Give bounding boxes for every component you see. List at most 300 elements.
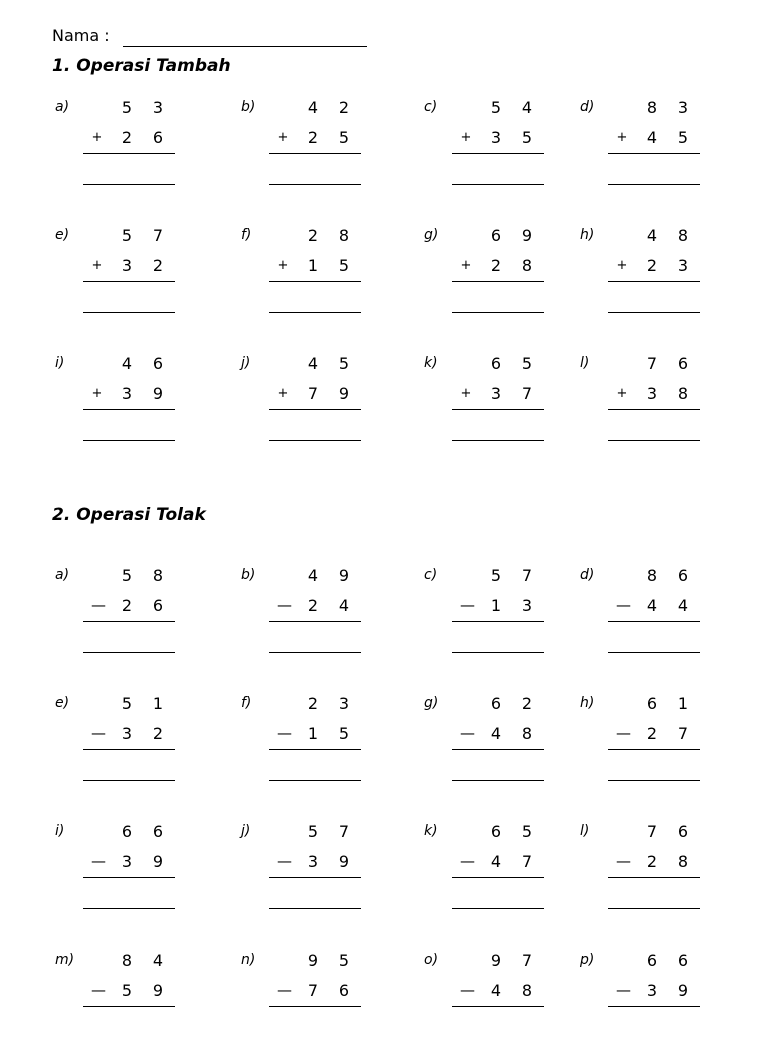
digit: 5 bbox=[121, 566, 133, 585]
answer-line[interactable] bbox=[608, 780, 700, 781]
top-number bbox=[452, 694, 544, 716]
digit: 9 bbox=[338, 852, 350, 871]
digit: 4 bbox=[677, 596, 689, 615]
digit: 3 bbox=[521, 596, 533, 615]
digit: 2 bbox=[646, 852, 658, 871]
sum-line bbox=[452, 281, 544, 282]
digit: 7 bbox=[521, 566, 533, 585]
plus-sign: + bbox=[460, 130, 472, 145]
minus-sign: — bbox=[277, 852, 292, 870]
bottom-number bbox=[269, 256, 361, 278]
problem-item bbox=[55, 952, 185, 1042]
digit: 7 bbox=[677, 724, 689, 743]
top-number bbox=[608, 694, 700, 716]
sum-line bbox=[452, 409, 544, 410]
minus-sign: — bbox=[277, 724, 292, 742]
digit: 8 bbox=[677, 384, 689, 403]
bottom-number bbox=[83, 724, 175, 746]
problem-label: n) bbox=[241, 952, 256, 968]
top-number bbox=[608, 566, 700, 588]
digit: 6 bbox=[338, 981, 350, 1000]
top-number bbox=[83, 951, 175, 973]
problem-label: h) bbox=[580, 227, 595, 243]
sum-line bbox=[608, 877, 700, 878]
top-number bbox=[269, 566, 361, 588]
problem-label: g) bbox=[424, 227, 439, 243]
digit: 1 bbox=[307, 724, 319, 743]
answer-line[interactable] bbox=[608, 440, 700, 441]
top-number bbox=[452, 98, 544, 120]
digit: 5 bbox=[121, 226, 133, 245]
problem-item bbox=[424, 567, 554, 657]
digit: 9 bbox=[152, 981, 164, 1000]
top-number bbox=[83, 566, 175, 588]
plus-sign: + bbox=[460, 258, 472, 273]
top-number bbox=[269, 354, 361, 376]
sum-line bbox=[83, 153, 175, 154]
problem-label: d) bbox=[580, 567, 595, 583]
digit: 4 bbox=[521, 98, 533, 117]
top-number bbox=[608, 354, 700, 376]
problem-label: c) bbox=[424, 99, 438, 115]
bottom-number bbox=[83, 852, 175, 874]
problem-item bbox=[241, 823, 371, 913]
plus-sign: + bbox=[91, 130, 103, 145]
problem-label: d) bbox=[580, 99, 595, 115]
top-number bbox=[452, 566, 544, 588]
bottom-number bbox=[83, 384, 175, 406]
answer-line[interactable] bbox=[608, 908, 700, 909]
problem-label: j) bbox=[241, 823, 251, 839]
bottom-number bbox=[608, 852, 700, 874]
answer-line[interactable] bbox=[269, 440, 361, 441]
digit: 7 bbox=[307, 981, 319, 1000]
bottom-number bbox=[269, 852, 361, 874]
bottom-number bbox=[608, 128, 700, 150]
digit: 7 bbox=[521, 384, 533, 403]
bottom-number bbox=[452, 852, 544, 874]
digit: 2 bbox=[490, 256, 502, 275]
sum-line bbox=[452, 749, 544, 750]
digit: 5 bbox=[490, 98, 502, 117]
problem-label: l) bbox=[580, 823, 590, 839]
top-number bbox=[83, 226, 175, 248]
bottom-number bbox=[452, 256, 544, 278]
minus-sign: — bbox=[460, 981, 475, 999]
name-field-row bbox=[52, 26, 110, 45]
digit: 2 bbox=[307, 128, 319, 147]
digit: 7 bbox=[646, 822, 658, 841]
plus-sign: + bbox=[91, 258, 103, 273]
top-number bbox=[452, 822, 544, 844]
problem-label: b) bbox=[241, 99, 256, 115]
digit: 5 bbox=[490, 566, 502, 585]
digit: 5 bbox=[521, 822, 533, 841]
digit: 6 bbox=[677, 566, 689, 585]
bottom-number bbox=[83, 256, 175, 278]
problem-label: a) bbox=[55, 567, 70, 583]
digit: 6 bbox=[121, 822, 133, 841]
name-blank-line[interactable] bbox=[123, 46, 367, 47]
top-number bbox=[269, 226, 361, 248]
problem-item bbox=[424, 99, 554, 189]
top-number bbox=[83, 354, 175, 376]
bottom-number bbox=[83, 128, 175, 150]
bottom-number bbox=[608, 981, 700, 1003]
sum-line bbox=[83, 409, 175, 410]
digit: 5 bbox=[677, 128, 689, 147]
top-number bbox=[608, 822, 700, 844]
top-number bbox=[608, 226, 700, 248]
problem-item bbox=[241, 99, 371, 189]
sum-line bbox=[452, 621, 544, 622]
digit: 2 bbox=[307, 596, 319, 615]
answer-line[interactable] bbox=[83, 312, 175, 313]
problem-label: f) bbox=[241, 695, 252, 711]
digit: 5 bbox=[121, 981, 133, 1000]
sum-line bbox=[83, 749, 175, 750]
digit: 9 bbox=[152, 852, 164, 871]
top-number bbox=[269, 98, 361, 120]
digit: 8 bbox=[677, 226, 689, 245]
minus-sign: — bbox=[616, 724, 631, 742]
top-number bbox=[608, 98, 700, 120]
bottom-number bbox=[452, 981, 544, 1003]
bottom-number bbox=[608, 724, 700, 746]
answer-line[interactable] bbox=[452, 312, 544, 313]
bottom-number bbox=[452, 384, 544, 406]
top-number bbox=[269, 822, 361, 844]
digit: 3 bbox=[677, 98, 689, 117]
sum-line bbox=[608, 621, 700, 622]
problem-item bbox=[424, 695, 554, 785]
top-number bbox=[452, 951, 544, 973]
problem-item bbox=[424, 952, 554, 1042]
top-number bbox=[83, 694, 175, 716]
digit: 4 bbox=[338, 596, 350, 615]
section-title-addition: 1. Operasi Tambah bbox=[52, 56, 231, 76]
digit: 3 bbox=[121, 384, 133, 403]
digit: 4 bbox=[646, 596, 658, 615]
digit: 8 bbox=[152, 566, 164, 585]
digit: 3 bbox=[490, 128, 502, 147]
problem-item bbox=[424, 355, 554, 445]
answer-line[interactable] bbox=[269, 184, 361, 185]
digit: 3 bbox=[121, 852, 133, 871]
digit: 4 bbox=[490, 852, 502, 871]
digit: 5 bbox=[338, 256, 350, 275]
answer-line[interactable] bbox=[83, 440, 175, 441]
problem-label: b) bbox=[241, 567, 256, 583]
sum-line bbox=[83, 621, 175, 622]
top-number bbox=[269, 694, 361, 716]
digit: 2 bbox=[338, 98, 350, 117]
digit: 3 bbox=[307, 852, 319, 871]
digit: 7 bbox=[307, 384, 319, 403]
digit: 1 bbox=[677, 694, 689, 713]
digit: 4 bbox=[490, 981, 502, 1000]
problem-item bbox=[241, 567, 371, 657]
digit: 4 bbox=[646, 226, 658, 245]
minus-sign: — bbox=[91, 724, 106, 742]
minus-sign: — bbox=[91, 981, 106, 999]
problem-label: i) bbox=[55, 355, 65, 371]
digit: 2 bbox=[121, 128, 133, 147]
sum-line bbox=[269, 877, 361, 878]
minus-sign: — bbox=[460, 852, 475, 870]
plus-sign: + bbox=[616, 386, 628, 401]
problem-item bbox=[55, 99, 185, 189]
problem-label: l) bbox=[580, 355, 590, 371]
problem-item bbox=[424, 227, 554, 317]
digit: 3 bbox=[646, 981, 658, 1000]
minus-sign: — bbox=[616, 852, 631, 870]
answer-line[interactable] bbox=[83, 908, 175, 909]
digit: 2 bbox=[646, 256, 658, 275]
digit: 8 bbox=[646, 566, 658, 585]
bottom-number bbox=[83, 981, 175, 1003]
problem-label: p) bbox=[580, 952, 595, 968]
digit: 2 bbox=[152, 724, 164, 743]
digit: 6 bbox=[677, 822, 689, 841]
digit: 6 bbox=[152, 822, 164, 841]
plus-sign: + bbox=[277, 386, 289, 401]
answer-line[interactable] bbox=[83, 184, 175, 185]
digit: 6 bbox=[677, 354, 689, 373]
answer-line[interactable] bbox=[83, 652, 175, 653]
answer-line[interactable] bbox=[452, 652, 544, 653]
bottom-number bbox=[608, 256, 700, 278]
digit: 2 bbox=[521, 694, 533, 713]
answer-line[interactable] bbox=[269, 312, 361, 313]
digit: 1 bbox=[307, 256, 319, 275]
digit: 2 bbox=[307, 694, 319, 713]
sum-line bbox=[608, 153, 700, 154]
sum-line bbox=[269, 621, 361, 622]
answer-line[interactable] bbox=[269, 780, 361, 781]
problem-item bbox=[580, 227, 710, 317]
bottom-number bbox=[269, 596, 361, 618]
digit: 4 bbox=[307, 566, 319, 585]
digit: 2 bbox=[152, 256, 164, 275]
digit: 3 bbox=[677, 256, 689, 275]
answer-line[interactable] bbox=[83, 780, 175, 781]
answer-line[interactable] bbox=[452, 908, 544, 909]
digit: 5 bbox=[338, 128, 350, 147]
digit: 9 bbox=[152, 384, 164, 403]
sum-line bbox=[83, 281, 175, 282]
problem-item bbox=[55, 695, 185, 785]
problem-item bbox=[241, 695, 371, 785]
problem-item bbox=[55, 355, 185, 445]
answer-line[interactable] bbox=[608, 312, 700, 313]
digit: 9 bbox=[677, 981, 689, 1000]
sum-line bbox=[83, 877, 175, 878]
problem-item bbox=[55, 823, 185, 913]
problem-label: m) bbox=[55, 952, 75, 968]
section-title-subtraction: 2. Operasi Tolak bbox=[52, 505, 206, 525]
top-number bbox=[452, 226, 544, 248]
digit: 3 bbox=[646, 384, 658, 403]
sum-line bbox=[269, 749, 361, 750]
top-number bbox=[83, 822, 175, 844]
minus-sign: — bbox=[460, 596, 475, 614]
digit: 4 bbox=[646, 128, 658, 147]
plus-sign: + bbox=[277, 130, 289, 145]
problem-label: h) bbox=[580, 695, 595, 711]
digit: 4 bbox=[121, 354, 133, 373]
problem-label: g) bbox=[424, 695, 439, 711]
digit: 4 bbox=[490, 724, 502, 743]
problem-item bbox=[55, 227, 185, 317]
digit: 9 bbox=[338, 384, 350, 403]
digit: 8 bbox=[121, 951, 133, 970]
problem-label: e) bbox=[55, 695, 70, 711]
problem-item bbox=[241, 952, 371, 1042]
minus-sign: — bbox=[91, 852, 106, 870]
digit: 3 bbox=[338, 694, 350, 713]
problem-label: e) bbox=[55, 227, 70, 243]
sum-line bbox=[452, 877, 544, 878]
digit: 9 bbox=[307, 951, 319, 970]
plus-sign: + bbox=[616, 258, 628, 273]
digit: 4 bbox=[307, 354, 319, 373]
top-number bbox=[608, 951, 700, 973]
digit: 8 bbox=[646, 98, 658, 117]
problem-label: i) bbox=[55, 823, 65, 839]
digit: 7 bbox=[338, 822, 350, 841]
sum-line bbox=[608, 409, 700, 410]
digit: 5 bbox=[338, 354, 350, 373]
digit: 3 bbox=[121, 256, 133, 275]
answer-line[interactable] bbox=[452, 440, 544, 441]
sum-line bbox=[608, 281, 700, 282]
digit: 1 bbox=[490, 596, 502, 615]
digit: 6 bbox=[677, 951, 689, 970]
minus-sign: — bbox=[616, 981, 631, 999]
problem-item bbox=[580, 823, 710, 913]
bottom-number bbox=[269, 384, 361, 406]
digit: 5 bbox=[521, 128, 533, 147]
problem-item bbox=[580, 695, 710, 785]
bottom-number bbox=[83, 596, 175, 618]
digit: 8 bbox=[521, 256, 533, 275]
sum-line bbox=[608, 749, 700, 750]
problem-label: k) bbox=[424, 823, 438, 839]
minus-sign: — bbox=[277, 981, 292, 999]
answer-line[interactable] bbox=[269, 652, 361, 653]
problem-label: j) bbox=[241, 355, 251, 371]
answer-line[interactable] bbox=[608, 184, 700, 185]
sum-line bbox=[269, 153, 361, 154]
name-label: Nama : bbox=[52, 26, 110, 45]
problem-item bbox=[580, 952, 710, 1042]
problem-item bbox=[580, 567, 710, 657]
plus-sign: + bbox=[616, 130, 628, 145]
digit: 2 bbox=[646, 724, 658, 743]
minus-sign: — bbox=[91, 596, 106, 614]
digit: 1 bbox=[152, 694, 164, 713]
digit: 4 bbox=[152, 951, 164, 970]
minus-sign: — bbox=[277, 596, 292, 614]
digit: 3 bbox=[152, 98, 164, 117]
digit: 6 bbox=[152, 128, 164, 147]
problem-item bbox=[580, 99, 710, 189]
digit: 8 bbox=[338, 226, 350, 245]
problem-label: o) bbox=[424, 952, 439, 968]
digit: 5 bbox=[307, 822, 319, 841]
minus-sign: — bbox=[460, 724, 475, 742]
answer-line[interactable] bbox=[608, 652, 700, 653]
answer-line[interactable] bbox=[452, 780, 544, 781]
digit: 2 bbox=[307, 226, 319, 245]
digit: 5 bbox=[121, 694, 133, 713]
problem-item bbox=[241, 227, 371, 317]
problem-item bbox=[241, 355, 371, 445]
digit: 9 bbox=[490, 951, 502, 970]
minus-sign: — bbox=[616, 596, 631, 614]
answer-line[interactable] bbox=[452, 184, 544, 185]
top-number bbox=[269, 951, 361, 973]
digit: 6 bbox=[490, 354, 502, 373]
digit: 5 bbox=[338, 951, 350, 970]
bottom-number bbox=[269, 981, 361, 1003]
digit: 7 bbox=[646, 354, 658, 373]
sum-line bbox=[269, 409, 361, 410]
problem-label: k) bbox=[424, 355, 438, 371]
digit: 6 bbox=[152, 596, 164, 615]
digit: 6 bbox=[490, 822, 502, 841]
bottom-number bbox=[452, 724, 544, 746]
top-number bbox=[452, 354, 544, 376]
digit: 3 bbox=[121, 724, 133, 743]
digit: 7 bbox=[521, 852, 533, 871]
sum-line bbox=[269, 1006, 361, 1007]
problem-item bbox=[424, 823, 554, 913]
sum-line bbox=[452, 153, 544, 154]
problem-label: f) bbox=[241, 227, 252, 243]
digit: 8 bbox=[677, 852, 689, 871]
bottom-number bbox=[269, 724, 361, 746]
digit: 6 bbox=[490, 226, 502, 245]
answer-line[interactable] bbox=[269, 908, 361, 909]
digit: 3 bbox=[490, 384, 502, 403]
digit: 9 bbox=[338, 566, 350, 585]
bottom-number bbox=[608, 384, 700, 406]
top-number bbox=[83, 98, 175, 120]
bottom-number bbox=[452, 596, 544, 618]
problem-item bbox=[55, 567, 185, 657]
digit: 6 bbox=[646, 951, 658, 970]
digit: 2 bbox=[121, 596, 133, 615]
digit: 5 bbox=[121, 98, 133, 117]
plus-sign: + bbox=[277, 258, 289, 273]
problem-label: c) bbox=[424, 567, 438, 583]
plus-sign: + bbox=[91, 386, 103, 401]
problem-item bbox=[580, 355, 710, 445]
digit: 6 bbox=[152, 354, 164, 373]
bottom-number bbox=[269, 128, 361, 150]
sum-line bbox=[83, 1006, 175, 1007]
digit: 9 bbox=[521, 226, 533, 245]
sum-line bbox=[269, 281, 361, 282]
digit: 6 bbox=[646, 694, 658, 713]
digit: 8 bbox=[521, 724, 533, 743]
digit: 7 bbox=[152, 226, 164, 245]
digit: 5 bbox=[521, 354, 533, 373]
bottom-number bbox=[452, 128, 544, 150]
problem-label: a) bbox=[55, 99, 70, 115]
